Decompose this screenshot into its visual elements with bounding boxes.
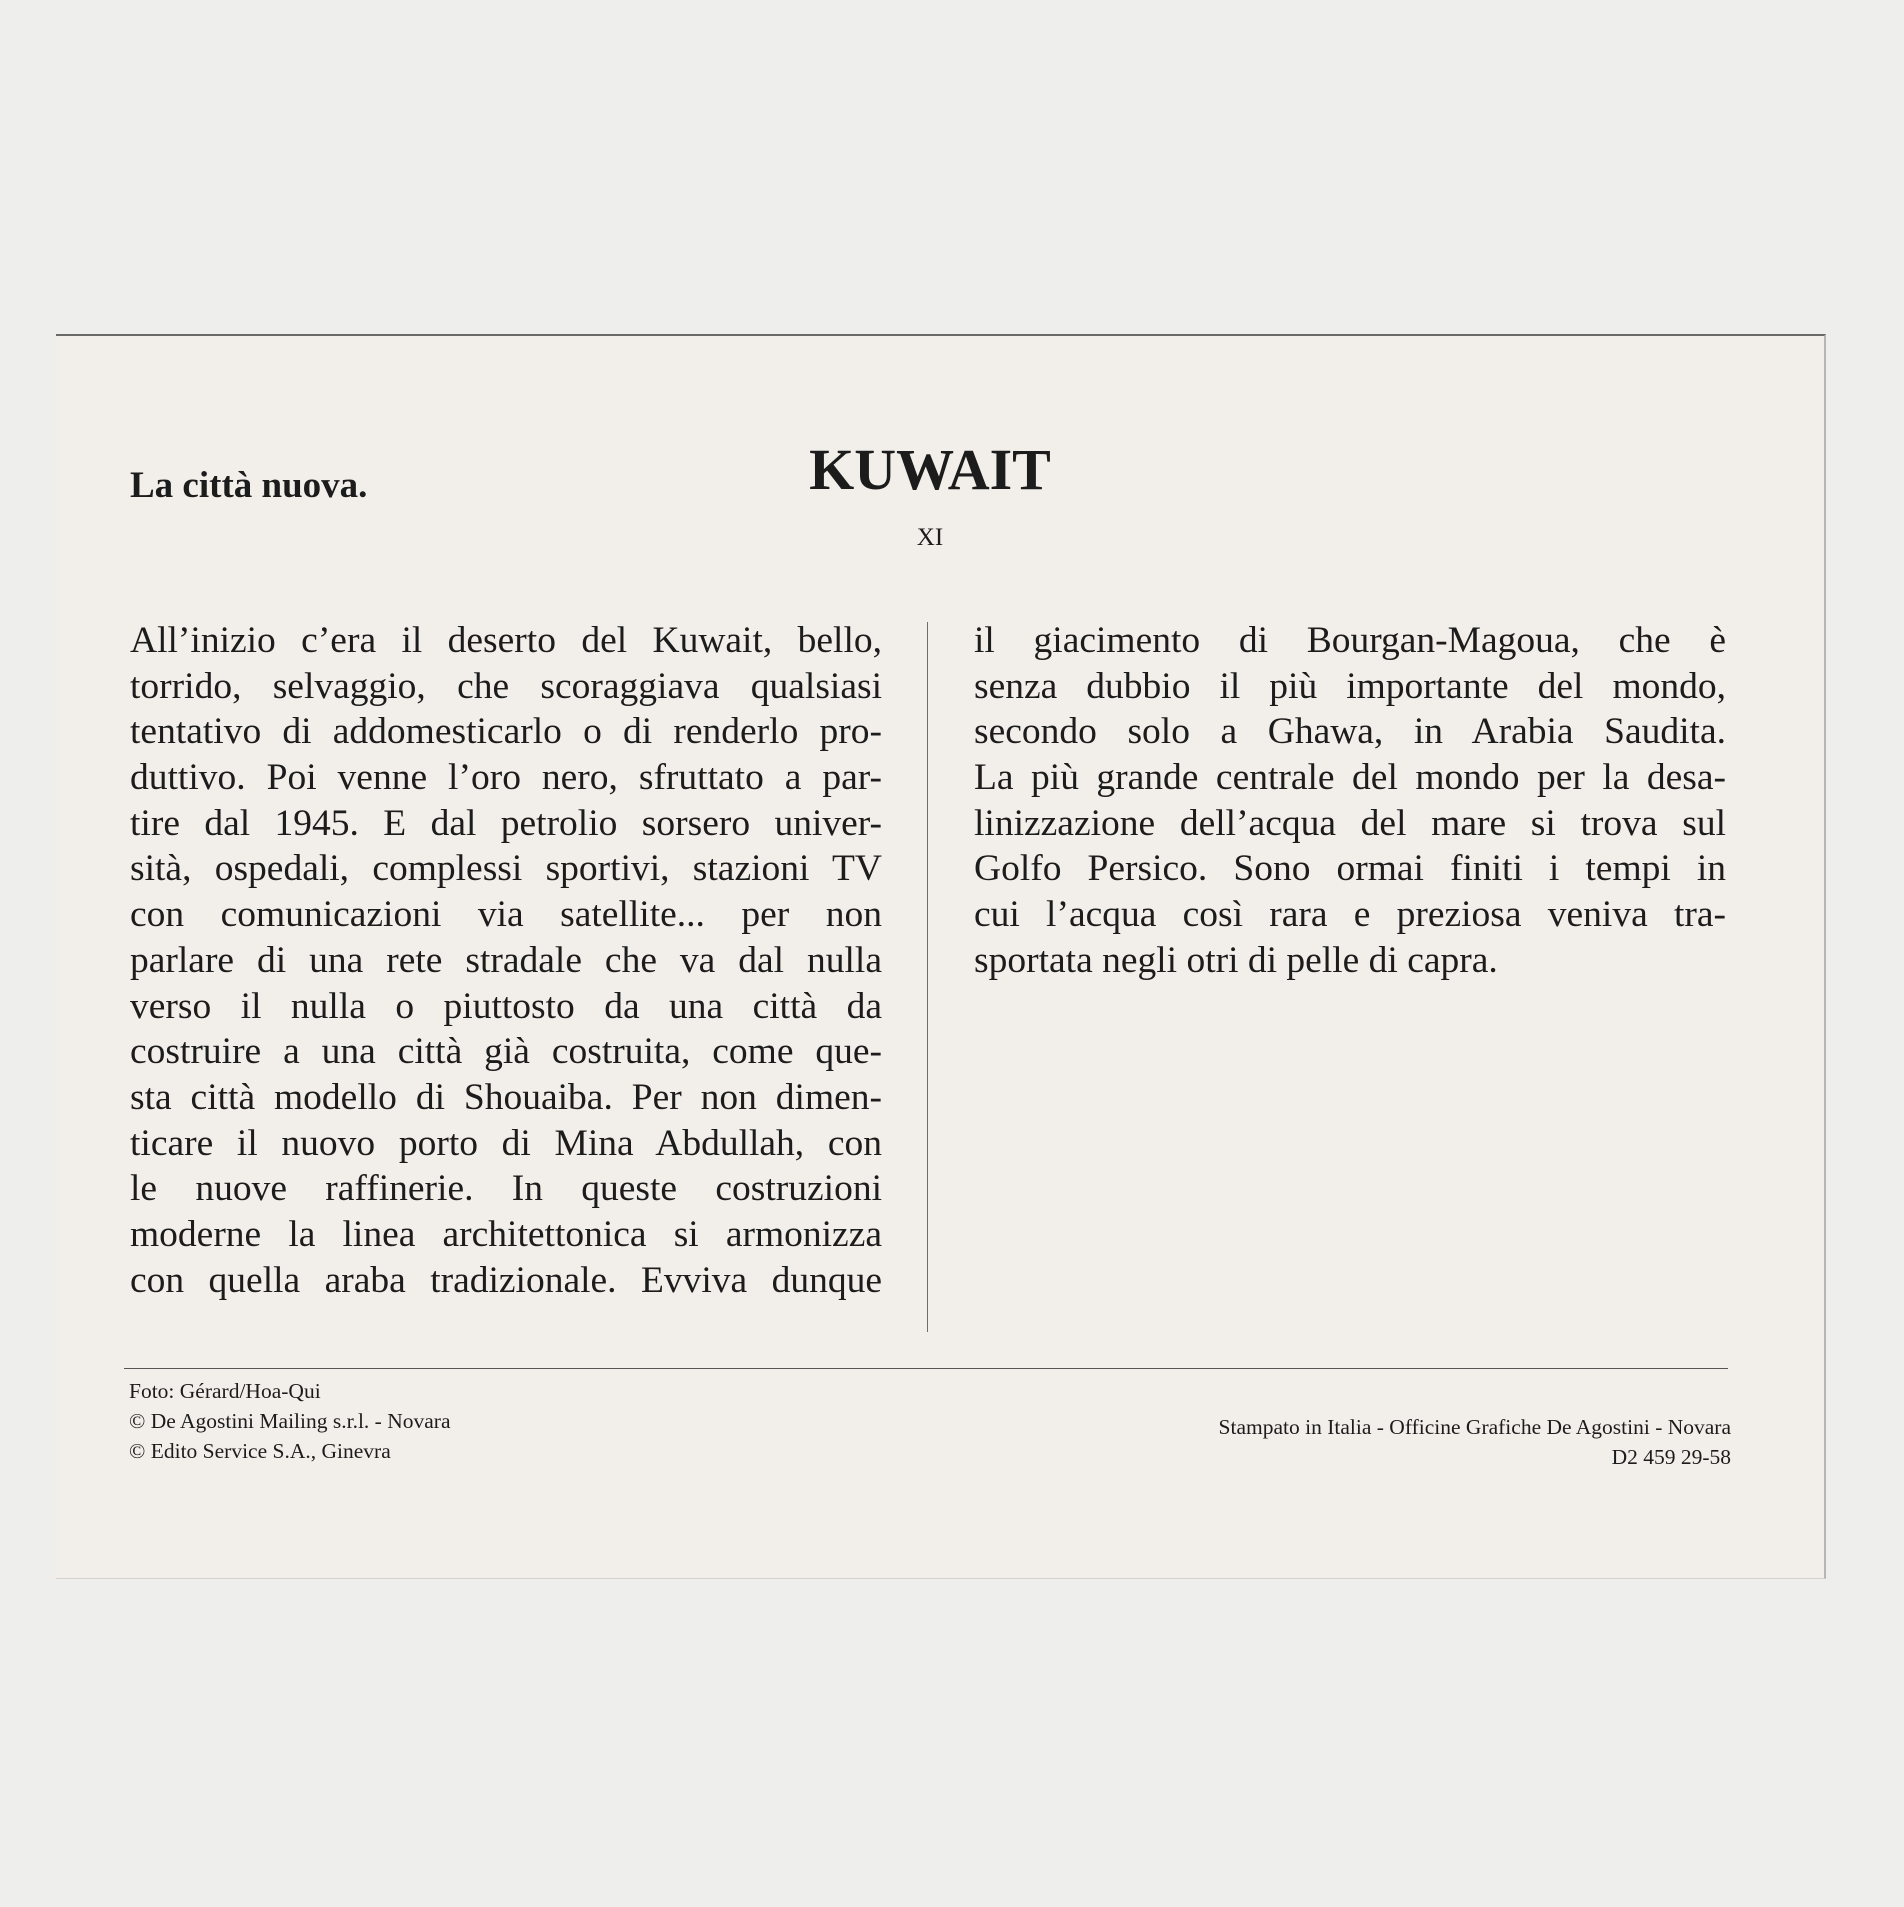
text-line: Golfo Persico. Sono ormai finiti i tempi in bbox=[974, 848, 1726, 890]
footer-divider bbox=[124, 1368, 1728, 1369]
text-line: linizzazione dell’acqua del mare si trova sul bbox=[974, 802, 1726, 844]
plate-number: XI bbox=[916, 524, 944, 551]
text-line: con comunicazioni via satellite... per non bbox=[130, 894, 882, 936]
text-line: il giacimento di Bourgan-Magoua, che è bbox=[974, 620, 1726, 661]
text-line: con quella araba tradizionale. Evviva dunque bbox=[130, 1259, 882, 1301]
postcard-back bbox=[56, 334, 1826, 1579]
photo-credits bbox=[129, 1376, 450, 1466]
text-line: parlare di una rete stradale che va dal nulla bbox=[130, 939, 882, 981]
photo-credit: Foto: Gérard/Hoa-Qui bbox=[129, 1379, 321, 1403]
text-line: le nuove raffinerie. In queste costruzioni bbox=[130, 1168, 882, 1210]
text-line: torrido, selvaggio, che scoraggiava qualsiasi bbox=[130, 665, 882, 707]
copyright-line: © Edito Service S.A., Ginevra bbox=[129, 1439, 391, 1463]
text-line: verso il nulla o piuttosto da una città da bbox=[130, 985, 882, 1027]
text-line: All’inizio c’era il deserto del Kuwait, bello, bbox=[130, 620, 882, 661]
printer-info bbox=[1219, 1412, 1731, 1472]
printer-line: Stampato in Italia - Officine Grafiche De Agostini - Novara bbox=[1218, 1415, 1731, 1439]
text-line: moderne la linea architettonica si armonizza bbox=[130, 1213, 882, 1255]
product-code: D2 459 29-58 bbox=[1611, 1445, 1731, 1469]
text-line: La più grande centrale del mondo per la desa- bbox=[974, 757, 1726, 799]
right-text-column bbox=[974, 618, 1726, 984]
text-line: senza dubbio il più importante del mondo, bbox=[974, 665, 1726, 707]
copyright-line: © De Agostini Mailing s.r.l. - Novara bbox=[129, 1409, 451, 1433]
card-title: KUWAIT bbox=[809, 437, 1051, 502]
text-line: sta città modello di Shouaiba. Per non dimen- bbox=[130, 1076, 882, 1118]
text-line: tire dal 1945. E dal petrolio sorsero univer- bbox=[130, 802, 882, 844]
column-divider bbox=[927, 622, 928, 1332]
text-line: ticare il nuovo porto di Mina Abdullah, con bbox=[130, 1122, 882, 1164]
left-text-column bbox=[130, 618, 882, 1303]
text-line: sportata negli otri di pelle di capra. bbox=[974, 939, 1498, 981]
text-line: costruire a una città già costruita, come que- bbox=[130, 1031, 882, 1073]
card-subtitle: La città nuova. bbox=[130, 465, 368, 506]
text-line: cui l’acqua così rara e preziosa veniva tra- bbox=[974, 894, 1726, 936]
text-line: sità, ospedali, complessi sportivi, stazioni TV bbox=[130, 848, 882, 890]
text-line: secondo solo a Ghawa, in Arabia Saudita. bbox=[974, 711, 1726, 753]
text-line: tentativo di addomesticarlo o di renderlo pro- bbox=[130, 711, 882, 753]
text-line: duttivo. Poi venne l’oro nero, sfruttato a par- bbox=[130, 757, 882, 799]
